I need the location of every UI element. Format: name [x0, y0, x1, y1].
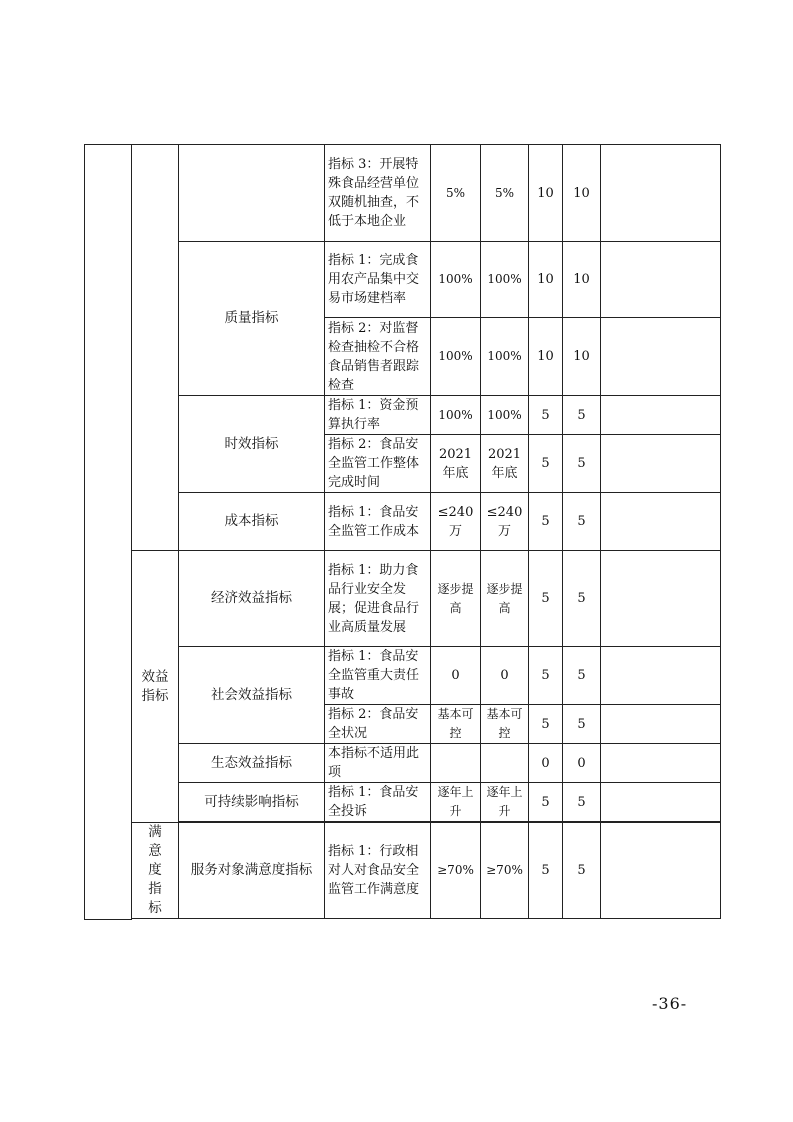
score-cell: 10	[563, 318, 601, 396]
table-row	[85, 396, 721, 435]
remark-cell	[601, 435, 721, 493]
level3-cell-service: 服务对象满意度指标	[179, 823, 325, 919]
level3-cell-timeliness: 时效指标	[179, 396, 325, 493]
performance-indicator-table	[84, 144, 721, 920]
weight-cell: 5	[529, 551, 563, 647]
target-value-cell: 基本可控	[431, 705, 481, 744]
score-cell: 5	[563, 493, 601, 551]
actual-value-cell: 100%	[481, 396, 529, 435]
level1-cell	[85, 145, 132, 920]
target-value-cell: 逐步提高	[431, 551, 481, 647]
indicator-cell: 指标 1：行政相对人对食品安全监管工作满意度	[325, 823, 431, 919]
score-cell: 5	[563, 823, 601, 919]
table-row	[85, 823, 721, 919]
weight-cell: 5	[529, 783, 563, 822]
actual-value-cell: ≥70%	[481, 823, 529, 919]
target-value-cell: 2021年底	[431, 435, 481, 493]
remark-cell	[601, 647, 721, 705]
actual-value-cell: 100%	[481, 242, 529, 318]
level2-cell-satisfaction: 满意度指标	[132, 823, 179, 919]
actual-value-cell: 100%	[481, 318, 529, 396]
target-value-cell: ≥70%	[431, 823, 481, 919]
score-cell: 5	[563, 783, 601, 822]
weight-cell: 10	[529, 145, 563, 242]
table-row	[85, 242, 721, 318]
level3-cell-ecological: 生态效益指标	[179, 744, 325, 783]
remark-cell	[601, 823, 721, 919]
score-cell: 5	[563, 705, 601, 744]
target-value-cell: 100%	[431, 242, 481, 318]
weight-cell: 10	[529, 242, 563, 318]
weight-cell: 5	[529, 823, 563, 919]
weight-cell: 5	[529, 396, 563, 435]
level2-cell-output	[132, 145, 179, 551]
level3-cell-social: 社会效益指标	[179, 647, 325, 744]
score-cell: 5	[563, 551, 601, 647]
weight-cell: 10	[529, 318, 563, 396]
target-value-cell: 5%	[431, 145, 481, 242]
target-value-cell: 0	[431, 647, 481, 705]
remark-cell	[601, 551, 721, 647]
remark-cell	[601, 744, 721, 783]
table-row	[85, 551, 721, 647]
level2-cell-benefit: 效益指标	[132, 551, 179, 823]
indicator-cell: 指标 1：食品安全监管重大责任事故	[325, 647, 431, 705]
table-row	[85, 647, 721, 705]
score-cell: 5	[563, 647, 601, 705]
remark-cell	[601, 783, 721, 822]
actual-value-cell: 基本可控	[481, 705, 529, 744]
indicator-cell: 指标 2：食品安全监管工作整体完成时间	[325, 435, 431, 493]
remark-cell	[601, 493, 721, 551]
indicator-cell: 指标 1：食品安全投诉	[325, 783, 431, 822]
level3-cell-cost: 成本指标	[179, 493, 325, 551]
indicator-cell: 指标 2：对监督检查抽检不合格食品销售者跟踪检查	[325, 318, 431, 396]
indicator-cell: 指标 3：开展特殊食品经营单位双随机抽查，不低于本地企业	[325, 145, 431, 242]
actual-value-cell: ≤240万	[481, 493, 529, 551]
table-row-spacer	[85, 919, 721, 920]
remark-cell	[601, 242, 721, 318]
table-row	[85, 493, 721, 551]
level3-cell-quality: 质量指标	[179, 242, 325, 396]
remark-cell	[601, 145, 721, 242]
table-row	[85, 744, 721, 783]
score-cell: 10	[563, 242, 601, 318]
page-number: -36-	[652, 994, 688, 1013]
actual-value-cell: 0	[481, 647, 529, 705]
remark-cell	[601, 318, 721, 396]
weight-cell: 5	[529, 647, 563, 705]
target-value-cell	[431, 744, 481, 783]
level3-cell-blank	[179, 145, 325, 242]
indicator-cell: 指标 2：食品安全状况	[325, 705, 431, 744]
indicator-cell: 指标 1：助力食品行业安全发展；促进食品行业高质量发展	[325, 551, 431, 647]
weight-cell: 5	[529, 705, 563, 744]
remark-cell	[601, 705, 721, 744]
score-cell: 5	[563, 396, 601, 435]
remark-cell	[601, 396, 721, 435]
spacer-cell	[132, 919, 721, 920]
indicator-cell: 指标 1：食品安全监管工作成本	[325, 493, 431, 551]
indicator-cell: 指标 1：资金预算执行率	[325, 396, 431, 435]
weight-cell: 5	[529, 493, 563, 551]
weight-cell: 5	[529, 435, 563, 493]
table-row	[85, 783, 721, 822]
indicator-cell: 指标 1：完成食用农产品集中交易市场建档率	[325, 242, 431, 318]
actual-value-cell	[481, 744, 529, 783]
weight-cell: 0	[529, 744, 563, 783]
target-value-cell: 逐年上升	[431, 783, 481, 822]
actual-value-cell: 5%	[481, 145, 529, 242]
score-cell: 0	[563, 744, 601, 783]
actual-value-cell: 逐年上升	[481, 783, 529, 822]
target-value-cell: 100%	[431, 318, 481, 396]
target-value-cell: 100%	[431, 396, 481, 435]
table-row	[85, 145, 721, 242]
actual-value-cell: 逐步提高	[481, 551, 529, 647]
actual-value-cell: 2021年底	[481, 435, 529, 493]
score-cell: 10	[563, 145, 601, 242]
indicator-cell: 本指标不适用此项	[325, 744, 431, 783]
level3-cell-sustainable: 可持续影响指标	[179, 783, 325, 822]
score-cell: 5	[563, 435, 601, 493]
target-value-cell: ≤240万	[431, 493, 481, 551]
level3-cell-economic: 经济效益指标	[179, 551, 325, 647]
